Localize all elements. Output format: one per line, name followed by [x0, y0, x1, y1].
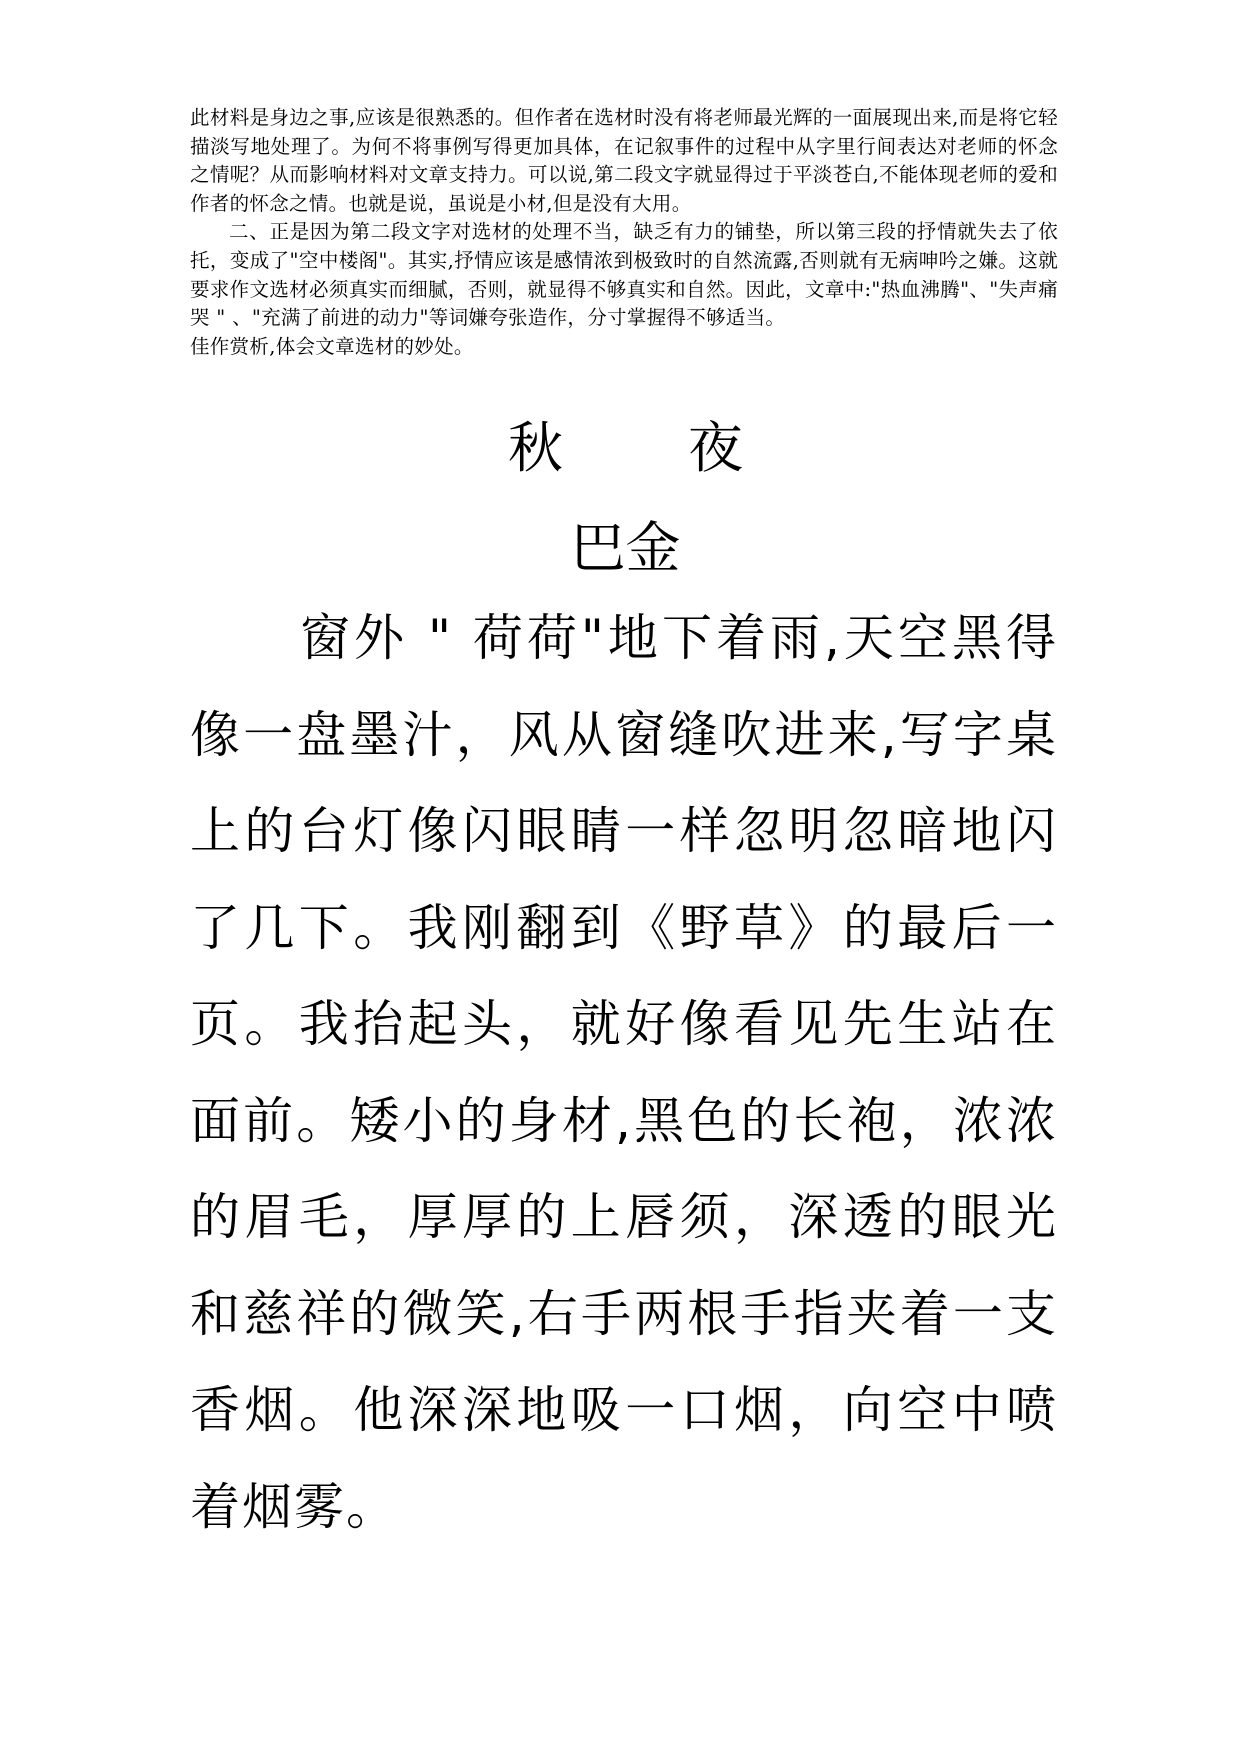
essay-title-char-2: 夜: [688, 416, 744, 480]
essay-body: 窗外 " 荷荷"地下着雨,天空黑得像一盘墨汁，风从窗缝吹进来,写字桌上的台灯像闪眼睛一样忽明忽暗地闪了几下。我刚翻到《野草》的最后一页。我抬起头，就好像看见先生站在面前。矮小的身材,黑色的长袍，浓浓的眉毛，厚厚的上唇须，深透的眼光和慈祥的微笑,右手两根手指夹着一支香烟。他深深地吸一口烟，向空中喷着烟雾。: [190, 609, 1058, 1536]
analysis-paragraph-1: 此材料是身边之事,应该是很熟悉的。但作者在选材时没有将老师最光辉的一面展现出来,而是将它轻描淡写地处理了。为何不将事例写得更加具体，在记叙事件的过程中从字里行间表达对老师的怀念之情呢？从而影响材料对文章支持力。可以说,第二段文字就显得过于平淡苍白,不能体现老师的爱和作者的怀念之情。也就是说，虽说是小材,但是没有大用。: [190, 106, 1058, 215]
analysis-paragraph-3: 佳作赏析,体会文章选材的妙处。: [190, 334, 474, 358]
analysis-paragraph-2: 二、正是因为第二段文字对选材的处理不当，缺乏有力的铺垫，所以第三段的抒情就失去了依托，变成了"空中楼阁"。其实,抒情应该是感情浓到极致时的自然流露,否则就有无病呻吟之嫌。这就要求作文选材必须真实而细腻，否则，就显得不够真实和自然。因此，文章中:"热血沸腾"、"失声痛哭 " 、"充满了前进的动力"等词嫌夸张造作，分寸掌握得不够适当。: [190, 220, 1058, 330]
essay-author: 巴金: [570, 516, 681, 580]
essay-title-char-1: 秋: [507, 416, 563, 480]
essay-title: [0, 408, 1241, 488]
analysis-section: [190, 104, 1058, 361]
